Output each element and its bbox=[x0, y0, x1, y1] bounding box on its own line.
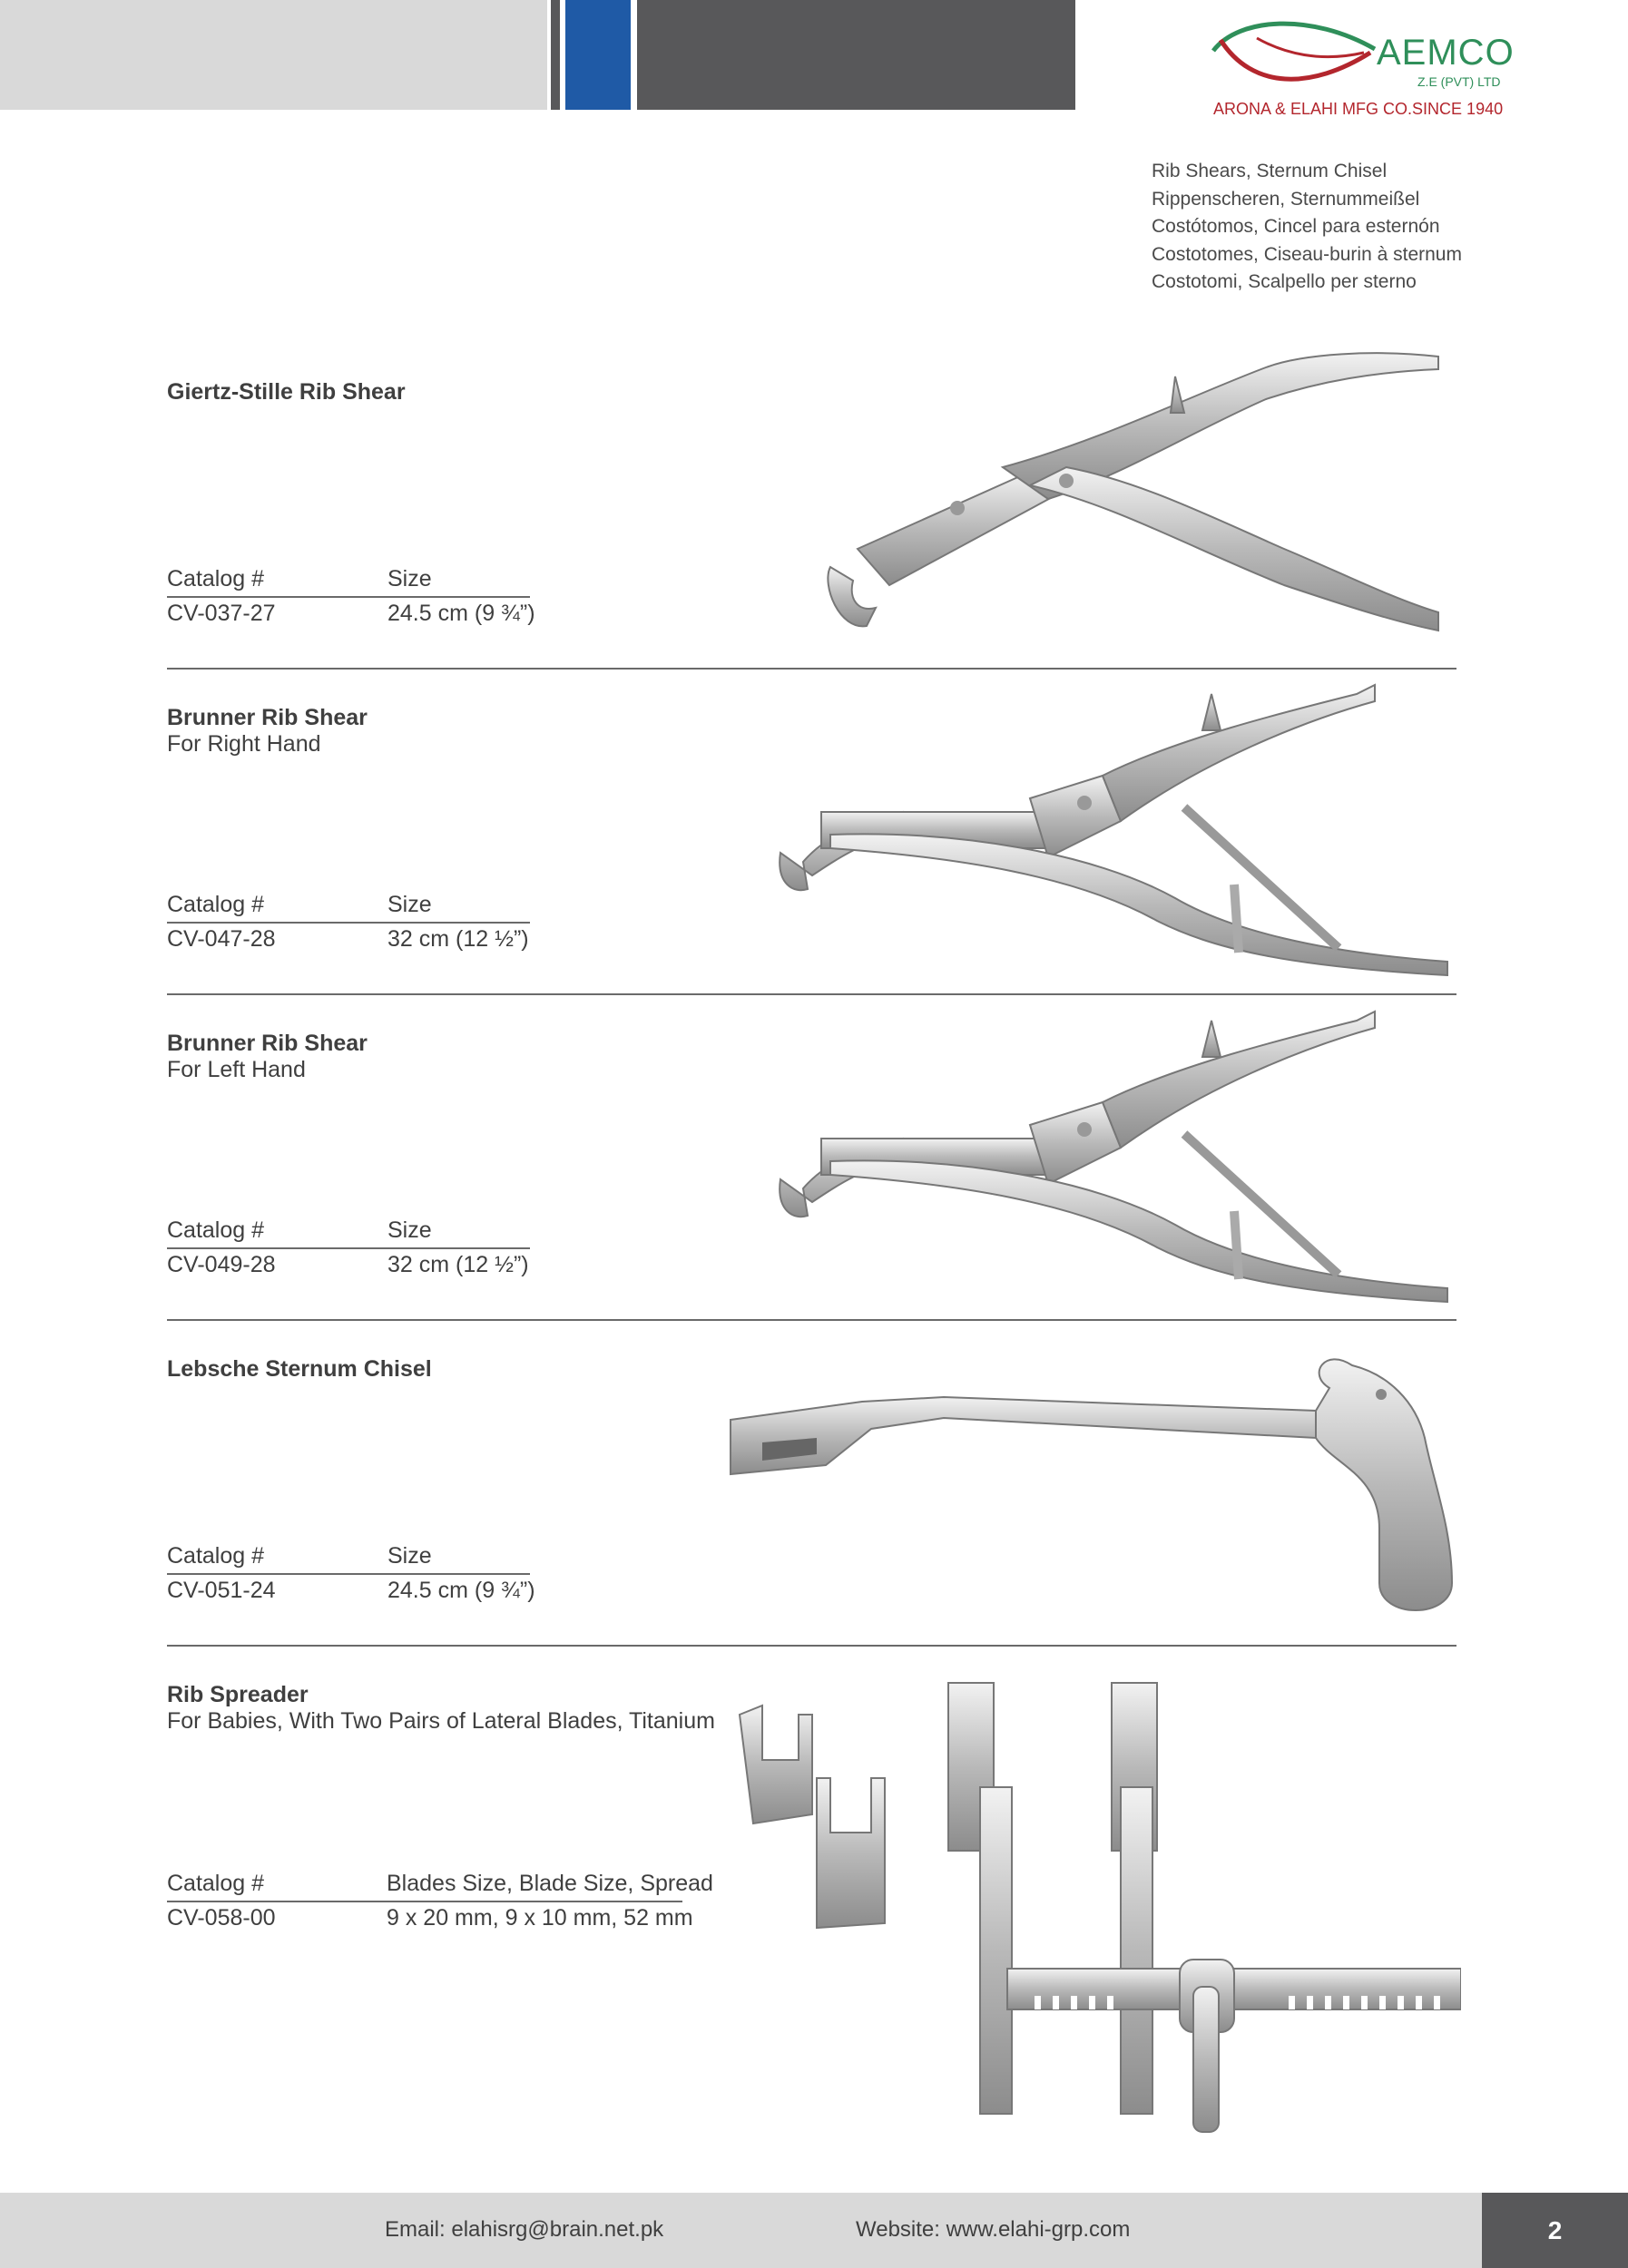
catalog-number: CV-051-24 bbox=[167, 1578, 276, 1603]
size-label: Size bbox=[387, 1217, 432, 1243]
footer-email[interactable]: Email: elahisrg@brain.net.pk bbox=[385, 2217, 664, 2242]
category-title-list bbox=[1152, 158, 1462, 297]
section-divider bbox=[167, 1645, 1456, 1647]
category-title-en: Rib Shears, Sternum Chisel bbox=[1152, 161, 1388, 181]
product-subtitle: For Right Hand bbox=[167, 731, 321, 757]
catalog-label: Catalog # bbox=[167, 566, 265, 591]
logo-subtitle: Z.E (PVT) LTD bbox=[1417, 74, 1501, 89]
table-rule bbox=[167, 1901, 682, 1902]
size-label: Size bbox=[387, 566, 432, 591]
catalog-number: CV-049-28 bbox=[167, 1252, 276, 1277]
catalog-label: Catalog # bbox=[167, 1543, 265, 1569]
logo-name: AEMCO bbox=[1377, 33, 1515, 73]
lebsche-sternum-chisel-image bbox=[726, 1347, 1461, 1628]
brunner-rib-shear-left-image bbox=[776, 1002, 1466, 1311]
section-divider bbox=[167, 668, 1456, 670]
size-label: Size bbox=[387, 892, 432, 917]
category-title-it: Costotomi, Scalpello per sterno bbox=[1152, 271, 1417, 292]
table-rule bbox=[167, 922, 530, 924]
category-title-es: Costótomos, Cincel para esternón bbox=[1152, 216, 1440, 237]
catalog-label: Catalog # bbox=[167, 1871, 265, 1896]
footer-website[interactable]: Website: www.elahi-grp.com bbox=[856, 2217, 1131, 2242]
header-bar-light bbox=[0, 0, 547, 110]
product-title: Rib Spreader bbox=[167, 1682, 309, 1707]
product-title: Giertz-Stille Rib Shear bbox=[167, 379, 406, 405]
company-logo bbox=[1202, 13, 1520, 131]
catalog-number: CV-058-00 bbox=[167, 1905, 276, 1931]
product-subtitle: For Left Hand bbox=[167, 1057, 306, 1082]
size-value: 32 cm (12 ½”) bbox=[387, 926, 529, 952]
header-bar-dark bbox=[637, 0, 1075, 110]
giertz-stille-rib-shear-image bbox=[812, 340, 1466, 640]
brunner-rib-shear-right-image bbox=[776, 676, 1466, 984]
header-bar-divider bbox=[551, 0, 560, 110]
category-title-fr: Costotomes, Ciseau-burin à sternum bbox=[1152, 243, 1462, 265]
size-value: 32 cm (12 ½”) bbox=[387, 1252, 529, 1277]
product-title: Lebsche Sternum Chisel bbox=[167, 1356, 432, 1382]
product-subtitle: For Babies, With Two Pairs of Lateral Blades, Titanium bbox=[167, 1708, 715, 1734]
catalog-number: CV-047-28 bbox=[167, 926, 276, 952]
catalog-number: CV-037-27 bbox=[167, 601, 276, 626]
table-rule bbox=[167, 1247, 530, 1249]
logo-swoosh-icon bbox=[1202, 13, 1384, 94]
header-bar-blue bbox=[565, 0, 631, 110]
page-footer bbox=[0, 2193, 1628, 2268]
size-value: 24.5 cm (9 ¾”) bbox=[387, 601, 535, 626]
rib-spreader-image bbox=[735, 1678, 1461, 2141]
table-rule bbox=[167, 1573, 530, 1575]
size-value: 24.5 cm (9 ¾”) bbox=[387, 1578, 535, 1603]
size-label: Blades Size, Blade Size, Spread bbox=[387, 1871, 713, 1896]
section-divider bbox=[167, 1319, 1456, 1321]
section-divider bbox=[167, 993, 1456, 995]
category-title-de: Rippenscheren, Sternummeißel bbox=[1152, 188, 1420, 210]
product-title: Brunner Rib Shear bbox=[167, 705, 368, 730]
logo-tagline: ARONA & ELAHI MFG CO.SINCE 1940 bbox=[1213, 100, 1504, 118]
catalog-label: Catalog # bbox=[167, 892, 265, 917]
size-value: 9 x 20 mm, 9 x 10 mm, 52 mm bbox=[387, 1905, 693, 1931]
catalog-label: Catalog # bbox=[167, 1217, 265, 1243]
product-title: Brunner Rib Shear bbox=[167, 1031, 368, 1056]
size-label: Size bbox=[387, 1543, 432, 1569]
page-number: 2 bbox=[1482, 2193, 1628, 2268]
table-rule bbox=[167, 596, 530, 598]
